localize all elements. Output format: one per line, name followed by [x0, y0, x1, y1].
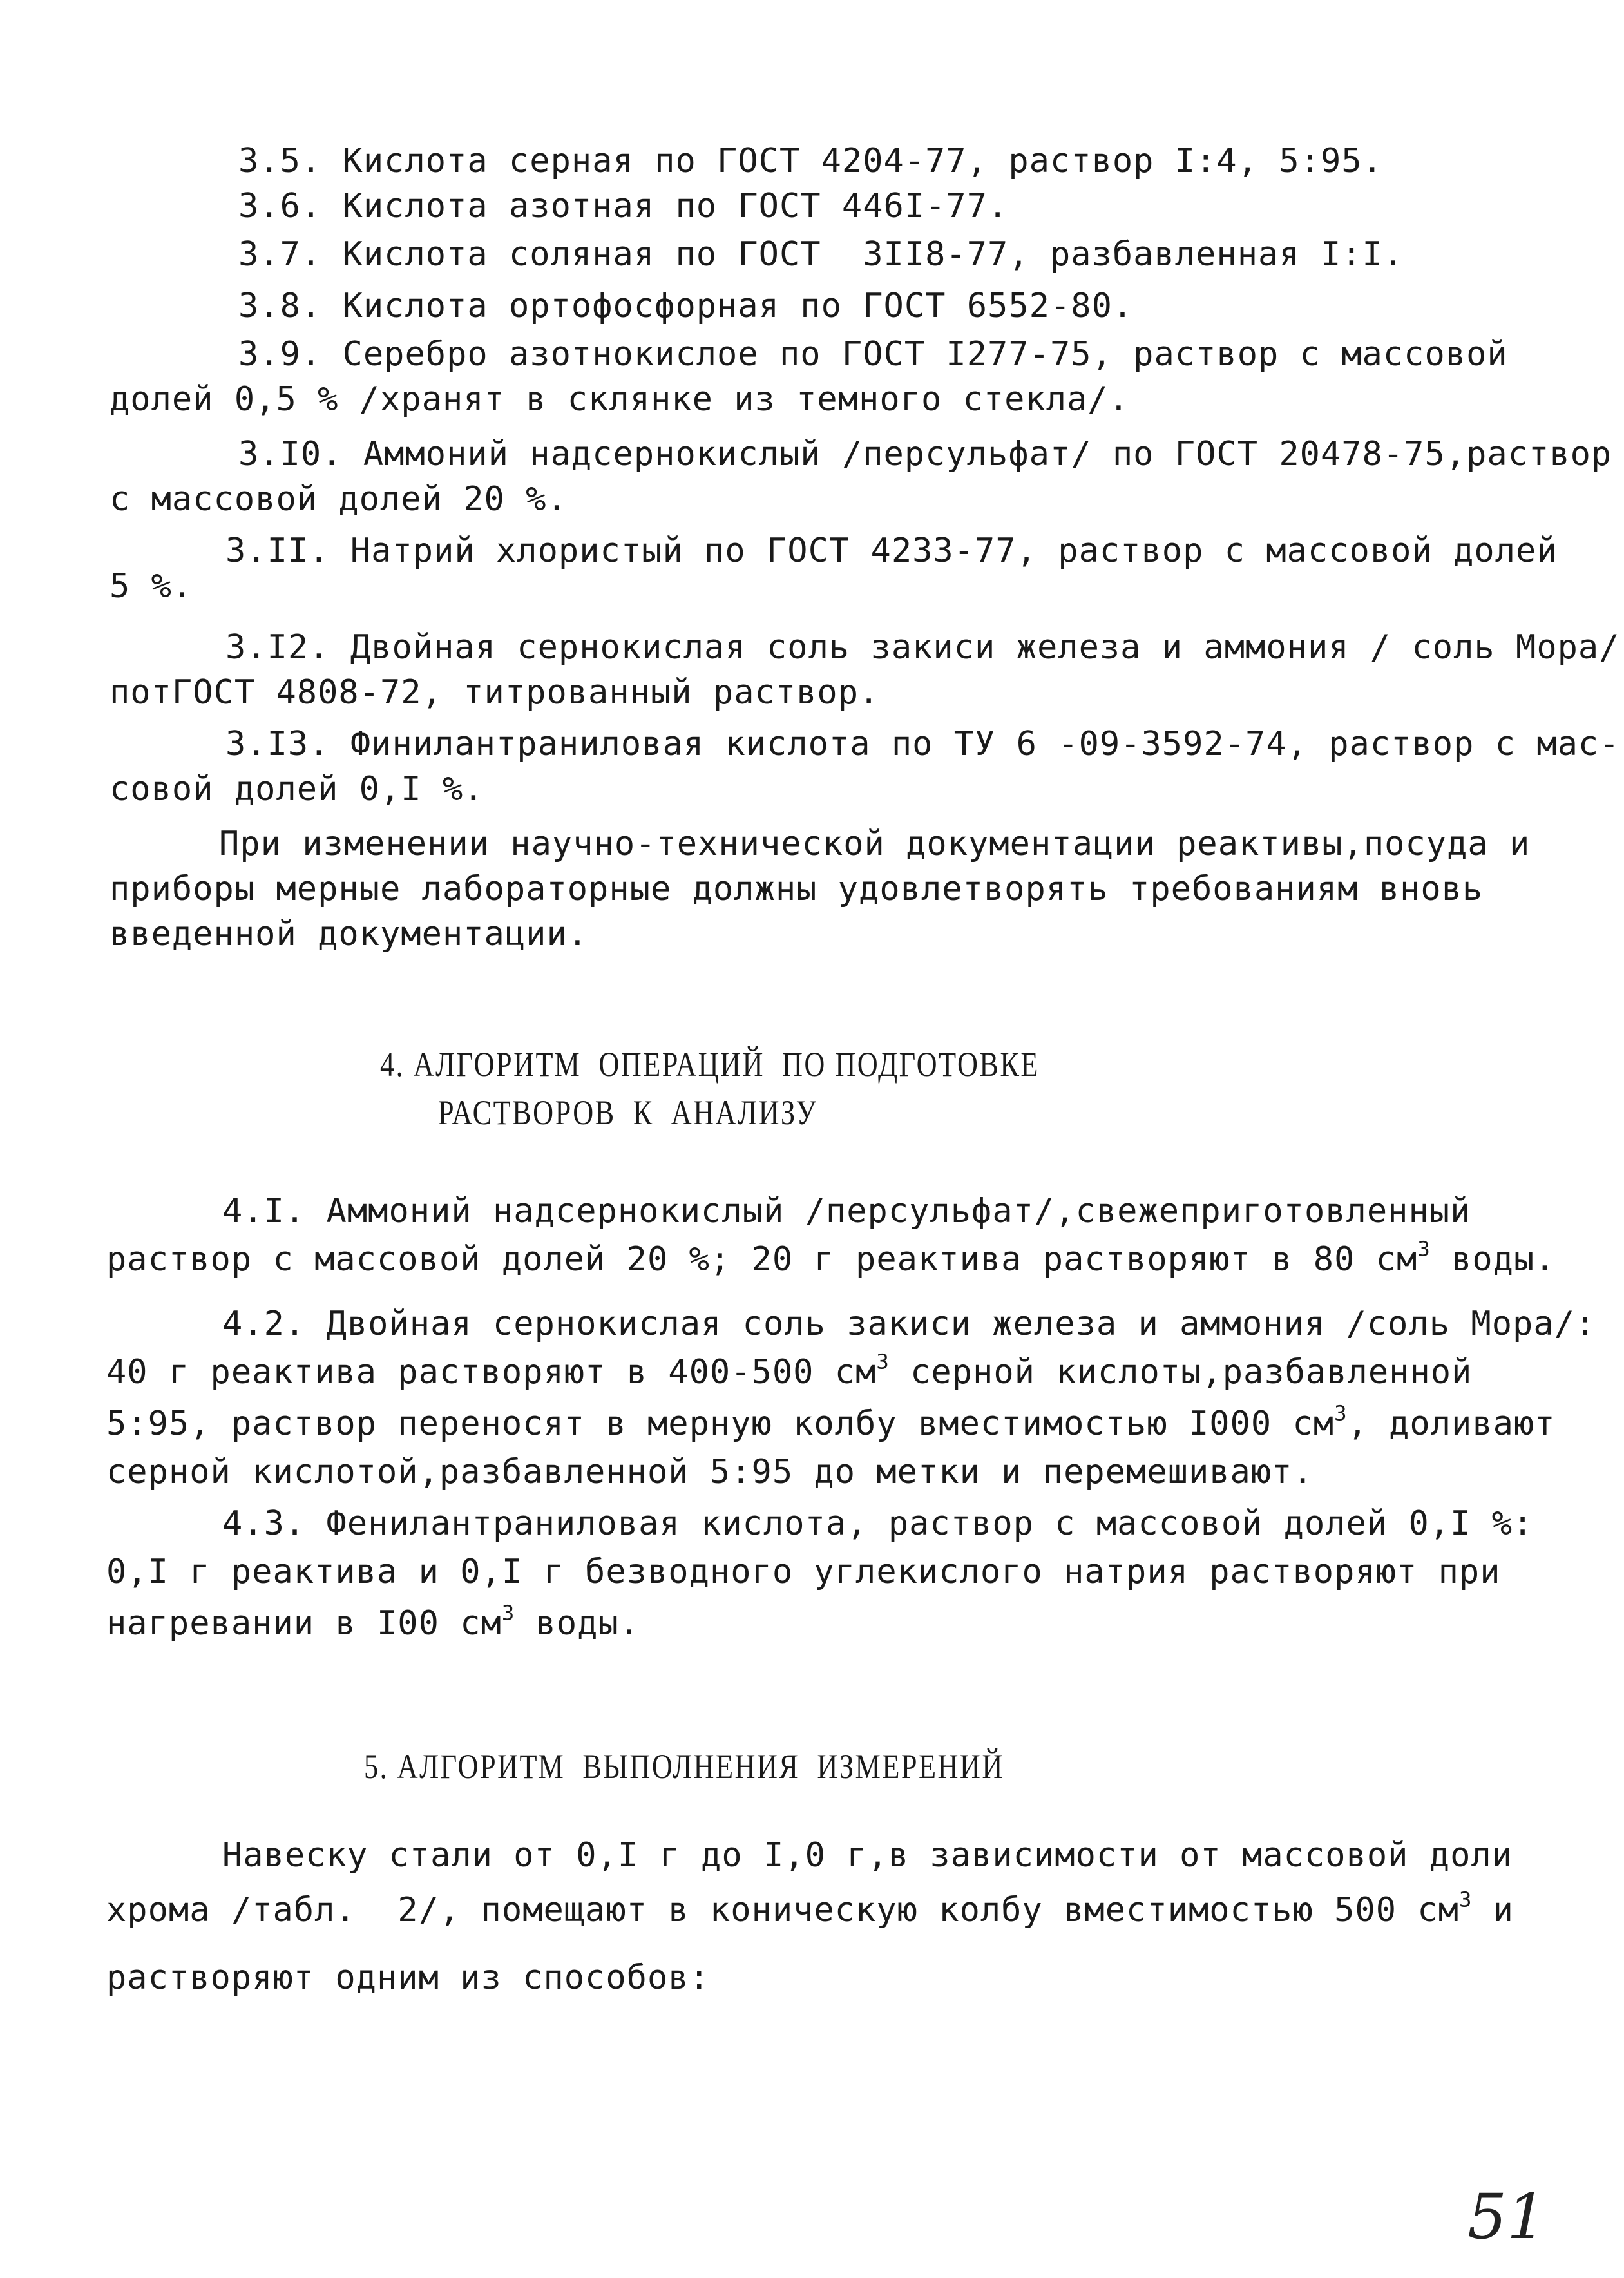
section-5-para-line3: растворяют одним из способов: — [106, 1958, 710, 1997]
item-3-10-line2: с массовой долей 20 %. — [110, 480, 568, 519]
item-3-8: 3.8. Кислота ортофосфорная по ГОСТ 6552-80. — [238, 287, 1134, 325]
section-4-heading-line2: РАСТВОРОВ К АНАЛИЗУ — [438, 1093, 818, 1132]
note-line3: введенной документации. — [110, 915, 589, 953]
item-4-3-line2: 0,I г реактива и 0,I г безводного углекислого натрия растворяют при — [106, 1553, 1501, 1591]
item-3-9-line1: 3.9. Серебро азотнокислое по ГОСТ I277-75, раствор с массовой — [238, 335, 1508, 374]
note-line2: приборы мерные лабораторные должны удовлетворять требованиям вновь — [110, 870, 1484, 908]
section-5-para-line2: хрома /табл. 2/, помещают в коническую колбу вместимостью 500 $см^3$ и — [106, 1887, 1514, 1929]
item-3-11-line2: 5 %. — [110, 567, 193, 606]
item-3-12-line1: 3.I2. Двойная сернокислая соль закиси железа и аммония / соль Мора/ — [225, 628, 1620, 667]
item-3-9-line2: долей 0,5 % /хранят в склянке из темного стекла/. — [110, 380, 1130, 419]
item-4-2-line4: серной кислотой,разбавленной 5:95 до метки и перемешивают. — [106, 1453, 1314, 1491]
section-4-heading-line1: 4. АЛГОРИТМ ОПЕРАЦИЙ ПО ПОДГОТОВКЕ — [380, 1045, 1040, 1084]
item-4-3-line1: 4.3. Фенилантраниловая кислота, раствор с массовой долей 0,I %: — [222, 1504, 1534, 1543]
item-3-11-line1: 3.II. Натрий хлористый по ГОСТ 4233-77, раствор с массовой долей — [225, 531, 1558, 570]
item-3-6: 3.6. Кислота азотная по ГОСТ 446I-77. — [238, 187, 1009, 225]
page-number: 51 — [1467, 2181, 1547, 2253]
item-4-2-line1: 4.2. Двойная сернокислая соль закиси железа и аммония /соль Мора/: — [222, 1305, 1596, 1343]
item-4-3-line3: нагревании в I00 $см^3$ воды. — [106, 1600, 640, 1643]
item-3-7: 3.7. Кислота соляная по ГОСТ 3II8-77, разбавленная I:I. — [238, 235, 1404, 274]
section-5-para-line1: Навеску стали от 0,I г до I,0 г,в зависимости от массовой доли — [222, 1836, 1513, 1875]
note-line1: При изменении научно-технической документации реактивы,посуда и — [219, 825, 1531, 863]
item-3-10-line1: 3.I0. Аммоний надсернокислый /персульфат/ по ГОСТ 20478-75,раствор — [238, 435, 1612, 474]
item-3-12-line2: потГОСТ 4808-72, титрованный раствор. — [110, 673, 880, 712]
item-4-2-line2: 40 г реактива растворяют в 400-500 $см^3$ серной кислоты,разбавленной — [106, 1349, 1473, 1392]
item-4-1-line2: раствор с массовой долей 20 %; 20 г реактива растворяют в 80 $см^3$ воды. — [106, 1236, 1556, 1279]
section-5-heading: 5. АЛГОРИТМ ВЫПОЛНЕНИЯ ИЗМЕРЕНИЙ — [364, 1747, 1004, 1786]
item-4-2-line3: 5:95, раствор переносят в мерную колбу вместимостью I000 $см^3$, доливают — [106, 1401, 1556, 1443]
item-3-13-line2: совой долей 0,I %. — [110, 770, 484, 809]
item-4-1-line1: 4.I. Аммоний надсернокислый /персульфат/,свежеприготовленный — [222, 1192, 1471, 1230]
item-3-13-line1: 3.I3. Финилантраниловая кислота по ТУ 6 -09-3592-74, раствор с мас- — [225, 725, 1620, 763]
item-3-5: 3.5. Кислота серная по ГОСТ 4204-77, раствор I:4, 5:95. — [238, 142, 1383, 180]
